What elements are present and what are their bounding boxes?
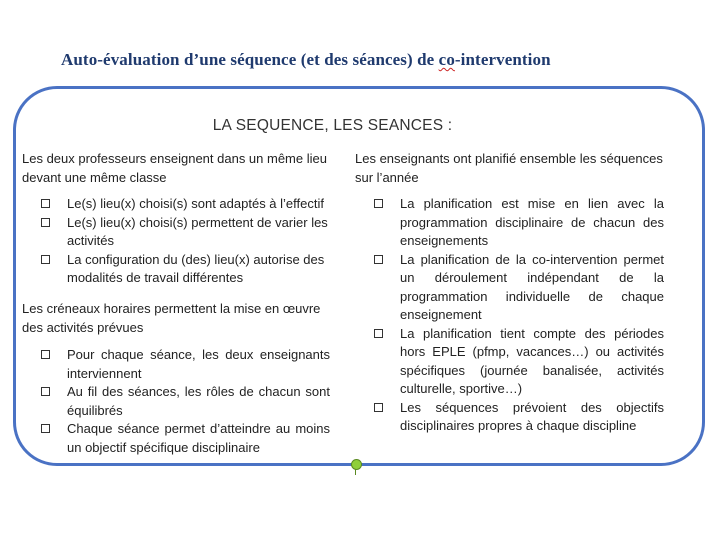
checklist-item: La planification tient compte des périodes hors EPLE (pfmp, vacances…) ou activités spécifiques (journée banalisée, activités culturelle, sportive…)	[373, 325, 664, 399]
checklist-item: Les séquences prévoient des objectifs disciplinaires propres à chaque discipline	[373, 399, 664, 436]
checkbox[interactable]	[41, 350, 50, 359]
checkbox[interactable]	[41, 199, 50, 208]
checkbox[interactable]	[374, 403, 383, 412]
checklist-item: Chaque séance permet d’atteindre au moins un objectif spécifique disciplinaire	[40, 420, 330, 457]
left-group1-list	[40, 195, 330, 288]
rotation-handle-stem	[355, 469, 356, 475]
spellcheck-flagged-word: co	[438, 50, 455, 69]
checkbox[interactable]	[41, 424, 50, 433]
checklist-item: La planification est mise en lien avec la programmation disciplinaire de chacun des enseignements	[373, 195, 664, 251]
checkbox[interactable]	[374, 199, 383, 208]
section-heading: LA SEQUENCE, LES SEANCES :	[212, 117, 453, 134]
checklist-item: Le(s) lieu(x) choisi(s) permettent de varier les activités	[40, 214, 330, 251]
page-title: Auto-évaluation d’une séquence (et des séances) de co-intervention	[61, 50, 551, 69]
checklist-item: La planification de la co-intervention permet un déroulement indépendant de la programmation individuelle de chaque enseignement	[373, 251, 664, 325]
checkbox[interactable]	[41, 218, 50, 227]
left-group1-heading: Les deux professeurs enseignent dans un même lieu devant une même classe	[22, 151, 327, 185]
checkbox[interactable]	[41, 387, 50, 396]
left-group2-heading: Les créneaux horaires permettent la mise en œuvre des activités prévues	[22, 301, 321, 335]
checklist-item: Le(s) lieu(x) choisi(s) sont adaptés à l’effectif	[40, 195, 330, 214]
right-list	[373, 195, 664, 436]
checklist-item: Pour chaque séance, les deux enseignants interviennent	[40, 346, 330, 383]
right-heading: Les enseignants ont planifié ensemble les séquences sur l’année	[355, 151, 663, 185]
checkbox[interactable]	[41, 255, 50, 264]
checklist-item: Au fil des séances, les rôles de chacun sont équilibrés	[40, 383, 330, 420]
rotation-handle[interactable]	[351, 459, 362, 470]
checkbox[interactable]	[374, 255, 383, 264]
checklist-item: La configuration du (des) lieu(x) autorise des modalités de travail différentes	[40, 251, 330, 288]
checkbox[interactable]	[374, 329, 383, 338]
left-group2-list	[40, 346, 330, 457]
